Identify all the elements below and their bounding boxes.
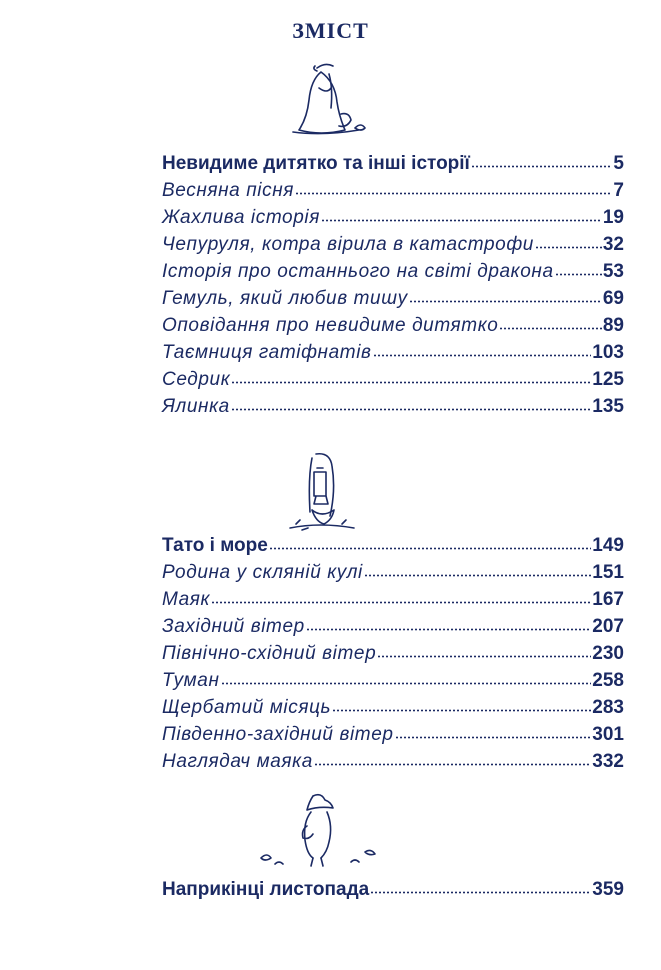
toc-entry [162, 204, 624, 231]
dot-leader [321, 219, 602, 222]
toc-entry-title: Маяк [162, 589, 211, 610]
page-title: ЗМІСТ [292, 18, 369, 43]
toc-heading-page: 5 [613, 153, 624, 174]
toc-heading [162, 532, 624, 559]
toc-heading [162, 876, 624, 903]
toc-entry [162, 613, 624, 640]
toc-entry [162, 721, 624, 748]
dot-leader [332, 709, 591, 712]
lantern-figure-illustration [282, 450, 362, 535]
dot-leader [269, 547, 592, 550]
toc-entry [162, 339, 624, 366]
toc-entry [162, 640, 624, 667]
dot-leader [471, 165, 613, 168]
dot-leader [231, 381, 591, 384]
toc-entry-title: Седрик [162, 369, 231, 390]
toc-entry-title: Гемуль, який любив тишу [162, 288, 408, 309]
sitting-figure-illustration [285, 58, 375, 138]
hat-figure-illustration [255, 792, 385, 872]
toc-entry-page: 283 [592, 697, 624, 718]
toc-entry-page: 103 [592, 342, 624, 363]
toc-entry-page: 32 [602, 234, 624, 255]
toc-entry-page: 69 [602, 288, 624, 309]
toc-entry-title: Історія про останнього на світі дракона [162, 261, 554, 282]
dot-leader [364, 574, 591, 577]
toc-entry [162, 366, 624, 393]
toc-entry-title: Жахлива історія [162, 207, 320, 228]
toc-entry-page: 301 [592, 724, 624, 745]
toc-entry-page: 207 [592, 616, 624, 637]
toc-entry [162, 258, 624, 285]
toc-entry [162, 559, 624, 586]
toc-entry-title: Туман [162, 670, 220, 691]
toc-entry [162, 285, 624, 312]
toc-heading-title: Тато і море [162, 535, 268, 556]
toc-entry-page: 19 [602, 207, 624, 228]
toc-heading-page: 149 [592, 535, 624, 556]
toc-entry-page: 332 [592, 751, 624, 772]
toc-entry [162, 231, 624, 258]
dot-leader [231, 408, 591, 411]
toc-entry-title: Оповідання про невидиме дитятко [162, 315, 499, 336]
toc-section-1 [162, 150, 624, 420]
toc-heading-title: Наприкінці листопада [162, 879, 370, 900]
toc-entry [162, 748, 624, 775]
dot-leader [373, 354, 592, 357]
toc-entry-page: 258 [592, 670, 624, 691]
toc-entry-title: Щербатий місяць [162, 697, 332, 718]
toc-entry [162, 312, 624, 339]
dot-leader [499, 327, 601, 330]
toc-section-3 [162, 876, 624, 903]
dot-leader [370, 891, 591, 894]
dot-leader [221, 682, 592, 685]
toc-entry-page: 151 [592, 562, 624, 583]
toc-heading-title: Невидиме дитятко та інші історії [162, 153, 470, 174]
toc-entry-title: Південно-західний вітер [162, 724, 394, 745]
toc-entry-title: Таємниця гатіфнатів [162, 342, 372, 363]
toc-entry [162, 393, 624, 420]
dot-leader [377, 655, 591, 658]
dot-leader [306, 628, 591, 631]
toc-entry-title: Чепуруля, котра вірила в катастрофи [162, 234, 534, 255]
toc-entry-title: Ялинка [162, 396, 230, 417]
toc-entry-page: 125 [592, 369, 624, 390]
dot-leader [314, 763, 591, 766]
dot-leader [555, 273, 602, 276]
toc-entry [162, 694, 624, 721]
toc-entry-page: 7 [613, 180, 624, 201]
toc-entry-page: 230 [592, 643, 624, 664]
dot-leader [211, 601, 591, 604]
dot-leader [295, 192, 612, 195]
toc-entry-title: Родина у скляній кулі [162, 562, 363, 583]
toc-entry-page: 135 [592, 396, 624, 417]
toc-section-2 [162, 532, 624, 775]
toc-entry-title: Весняна пісня [162, 180, 295, 201]
dot-leader [535, 246, 602, 249]
toc-entry-title: Наглядач маяка [162, 751, 313, 772]
dot-leader [395, 736, 592, 739]
toc-entry-page: 89 [602, 315, 624, 336]
toc-heading [162, 150, 624, 177]
toc-entry-page: 167 [592, 589, 624, 610]
toc-entry-title: Північно-східний вітер [162, 643, 377, 664]
dot-leader [409, 300, 602, 303]
toc-entry [162, 177, 624, 204]
toc-heading-page: 359 [592, 879, 624, 900]
toc-entry [162, 586, 624, 613]
toc-entry-title: Західний вітер [162, 616, 305, 637]
toc-entry-page: 53 [602, 261, 624, 282]
toc-entry [162, 667, 624, 694]
